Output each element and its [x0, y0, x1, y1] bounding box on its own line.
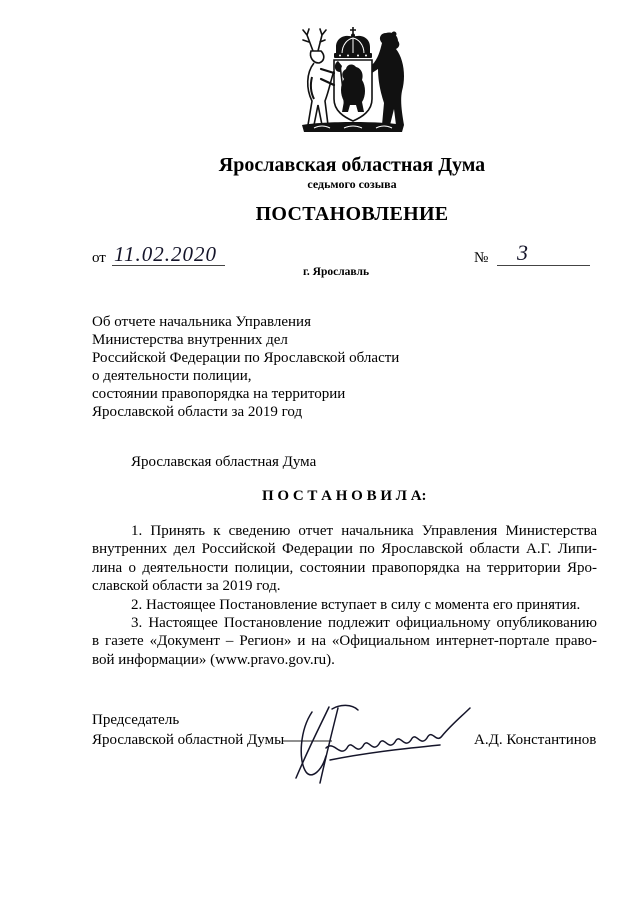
paragraph-line: внутренних дел Российской Федерации по Ярославской области А.Г. Липи-: [92, 541, 597, 558]
convocation-label: седьмого созыва: [307, 177, 397, 191]
bear-supporter-icon: [372, 32, 404, 126]
place-of-issue: г. Ярославль: [303, 266, 370, 278]
paragraph-line: 2. Настоящее Постановление вступает в силу с момента его принятия.: [131, 596, 581, 613]
date-prefix: от: [92, 250, 106, 266]
organization-name: Ярославская областная Дума: [218, 154, 486, 176]
paragraph-line: 3. Настоящее Постановление подлежит официальному опубликованию: [131, 615, 597, 632]
paragraph-1: [92, 522, 597, 596]
coat-of-arms-icon: [294, 27, 412, 133]
paragraph-3: [92, 614, 597, 669]
paragraph-line: 1. Принять к сведению отчет начальника Управления Министерства: [131, 523, 597, 539]
subject-line: о деятельности полиции,: [92, 368, 252, 384]
crown-icon: [334, 27, 372, 58]
paragraph-line: вой информации» (www.pravo.gov.ru).: [92, 651, 335, 668]
subject-line: Министерства внутренних дел: [92, 332, 288, 348]
emblem-base-icon: [302, 122, 404, 132]
subject-line: Об отчете начальника Управления: [92, 314, 311, 330]
paragraph-line: лина о деятельности полиции, состоянии правопорядка на территории Яро-: [92, 559, 597, 576]
signatory-title-line2: Ярославской областной Думы: [92, 732, 285, 748]
number-prefix: №: [474, 250, 489, 266]
document-date: 11.02.2020: [114, 242, 217, 266]
signatory-title-line1: Председатель: [92, 712, 180, 728]
document-type-title: ПОСТАНОВЛЕНИЕ: [255, 203, 449, 225]
subject-line: Российской Федерации по Ярославской области: [92, 350, 400, 366]
paragraph-line: славской области за 2019 год.: [92, 578, 281, 595]
document-subject: [92, 313, 399, 421]
resolved-heading: П О С Т А Н О В И Л А:: [262, 488, 427, 504]
resolution-body: [92, 522, 597, 669]
deer-supporter-icon: [303, 29, 334, 125]
handwritten-signature: [278, 700, 478, 790]
signatory-name: А.Д. Константинов: [474, 732, 597, 748]
paragraph-line: в газете «Документ – Регион» и на «Официальном интернет-портале право-: [92, 633, 597, 650]
number-underline: [497, 265, 590, 266]
paragraph-2: [92, 596, 597, 614]
subject-line: состоянии правопорядка на территории: [92, 386, 346, 402]
document-number: 3: [517, 240, 529, 265]
date-underline: [112, 265, 225, 266]
preamble: Ярославская областная Дума: [131, 454, 317, 470]
shield-bear-icon: [334, 60, 372, 121]
subject-line: Ярославской области за 2019 год: [92, 404, 303, 420]
